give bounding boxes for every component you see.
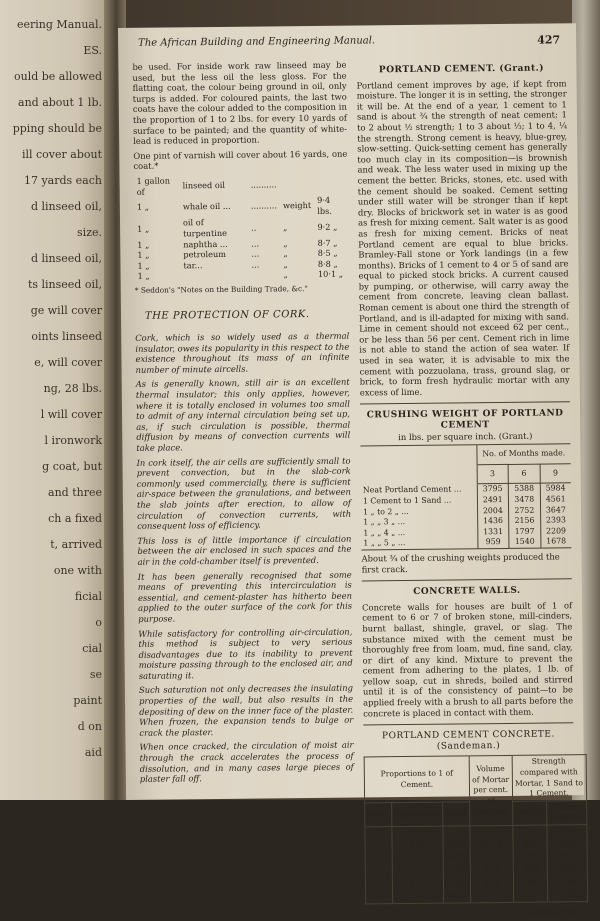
crushing-row-label: 1 „ „ 4 „ ... (361, 527, 477, 539)
varnish-value: 10·1 „ (317, 268, 344, 280)
divider (363, 723, 573, 726)
left-page-fragment: e, will cover (34, 356, 102, 369)
concrete-comp: ·655 (547, 838, 587, 851)
crushing-note: About ¾ of the crushing weights produced the first crack. (361, 551, 560, 575)
concrete-agg: 3·74 (392, 864, 444, 877)
concrete-total: 4·16 (443, 826, 470, 839)
portland-paragraphs (357, 78, 570, 398)
left-page-fragment: d on (77, 720, 102, 733)
concrete-vol: 42·4 (470, 876, 513, 889)
concrete-agg: 4·74 (392, 852, 444, 865)
left-page-fragment: paint (73, 694, 102, 707)
varnish-row (135, 269, 349, 282)
crushing-row-label: 1 Cement to 1 Sand ... (361, 495, 477, 507)
varnish-weight-table (134, 174, 349, 282)
crushing-row (361, 537, 571, 550)
varnish-value: 9·4 lbs. (317, 194, 332, 216)
left-page-fragment: oints linseed (31, 330, 102, 343)
varnish-qty: 1 „ (137, 249, 150, 260)
concrete-comp: ·438 (547, 863, 587, 876)
varnish-label (280, 174, 315, 196)
varnish-value: 8·8 „ (317, 258, 338, 269)
cork-heading: THE PROTECTION OF CORK. (144, 309, 310, 323)
crushing-value: 2393 (545, 515, 566, 525)
varnish-dots: ... (251, 259, 260, 270)
molesworth-credit: (Molesworth) (518, 905, 576, 917)
varnish-label: weight (282, 200, 312, 211)
varnish-paragraph: be used. For inside work raw linseed may be used, but the less oil the less gloss. For the flatting coat, the colour being ground in oil, only turps is added. For coloured paints, the last two coats have the colour added to the composition in the proportion of 1 to 2 lbs. for every 10 yards of surface to be painted; and the quantity of white-lead is reduced in proportion. (132, 59, 348, 147)
concrete-total: 4·16 (443, 839, 470, 852)
right-column (356, 57, 584, 918)
left-page-fragment: cial (82, 642, 102, 655)
varnish-qty: 1 „ (137, 223, 150, 234)
walls-paragraph: Concrete walls for houses are built of 1 of cement to 6 or 7 of broken stone, mill-cinders, burnt ballast, shingle, gravel, or slag. The substance mixed with the cement must be thoroughly free from loam, mud, fine sand, clay, or dirt of any kind. Mixture to prevent the cement from adhering to the plates, 1 lb. of yellow soap, cut in shreds, boiled and stirred until it is of the consistency of paint—to be applied freely with a brush to all parts before the concrete is placed in contact with them. (362, 599, 574, 719)
left-page-fragment: ch a fixed (48, 512, 102, 525)
left-page-fragment: ficial (74, 590, 102, 603)
crushing-value: 1540 (509, 537, 541, 548)
crushing-label-header (361, 465, 477, 486)
concrete-ten: 1· (512, 825, 547, 838)
varnish-item: oil of turpentine (182, 217, 227, 239)
left-page-fragment: ng, 28 lbs. (43, 382, 102, 395)
portland-heading: PORTLAND CEMENT. (Grant.) (378, 63, 545, 76)
varnish-paragraphs (132, 60, 347, 172)
left-page-fragment: g coat, but (42, 460, 102, 473)
varnish-dots: .......... (250, 179, 277, 190)
left-page-fragment: ould be allowed (14, 70, 102, 83)
concrete-total: 6·74 (444, 864, 471, 877)
varnish-qty: 1 gallon of (136, 175, 171, 197)
left-page-fragment: one with (53, 564, 102, 577)
crushing-value: 3647 (545, 504, 566, 515)
crushing-value: 3795 (477, 484, 509, 495)
concrete-agg: 5·32 (392, 890, 444, 904)
varnish-item: linseed oil (182, 180, 226, 191)
concrete-agg: 6·32 (392, 877, 444, 890)
crushing-value: 2209 (546, 526, 567, 536)
concrete-col-proportions: Proportions to 1 of Cement. (364, 756, 469, 802)
left-column (132, 60, 354, 789)
left-page-fragment: o (95, 616, 102, 629)
concrete-col-strength: Strength compared with Mortar, 1 Sand to 1 Cement. (512, 755, 586, 801)
varnish-value (314, 174, 348, 196)
concrete-comp: ·438 (547, 876, 587, 889)
crushing-value: 4561 (545, 494, 566, 504)
walls-heading: CONCRETE WALLS. (413, 585, 521, 598)
left-page-fragment: and about 1 lb. (18, 96, 102, 109)
crushing-month: 6 (508, 464, 540, 484)
varnish-row (134, 195, 348, 218)
varnish-item: naphtha ... (183, 238, 228, 249)
concrete-total: 9·32 (444, 877, 471, 890)
concrete-total: 9·32 (444, 889, 471, 902)
cork-paragraph: This loss is of little importance if circulation between the air enclosed in such spaces and the air in the cold-chamber itself is prevented. (137, 533, 352, 567)
concrete-vol: 42·4 (470, 851, 513, 864)
page-number: 427 (537, 33, 561, 47)
footnote: * Seddon's "Notes on the Building Trade, &c." (134, 283, 308, 295)
varnish-dots: .. (251, 222, 257, 233)
divider (360, 402, 570, 405)
concrete-vol: 52·19 (470, 889, 513, 903)
concrete-vol: 55·4 (470, 864, 513, 877)
portland-paragraph: Portland cement improves by age, if kept from moisture. The longer it is in setting, the stronger it will be. At the end of a year, 1 cement to 1 sand is about ¾ the strength of neat cement; 1 to 2 about ½ strength; 1 to 3 about ⅓; 1 to 4, ¼ the strength. Strong cement is heavy, blue-grey, slow-setting. Quick-setting cement has generally too much clay in its composition—is brownish and weak. The less water used in mixing up the cement the better. Bricks, stones, etc. used with the cement should be soaked. Cement setting under still water will be stronger than if kept dry. Blocks of brickwork set in water is as good as fresh for mixing cement. Salt water is as good as fresh for mixing cement. Bricks of neat Portland cement are equal to blue bricks. Bramley-Fall stone or York landings (in a few months). Bricks of 1 cement to 4 or 5 of sand are equal to picked stock bricks. A current caused by pumping, or otherwise, will carry away the cement from concrete, leaving clean ballast. Roman cement is about one third the strength of Portland, and is ill-adapted for mixing with sand. Lime in cement should not exceed 62 per cent., or be less than 56 per cent. Cement rich in lime is not able to stand the action of sea water. If used in sea water, it is advisable to mix the cement with pozzuolana, trass, ground slag, or brick, to form fresh hydraulic mortar with any excess of lime. (356, 77, 570, 398)
left-page-fragment: 17 yards each (23, 174, 102, 187)
varnish-item: petroleum (183, 248, 227, 260)
concrete-agg: 2·16 (392, 839, 444, 852)
crushing-value: 2156 (509, 516, 541, 527)
crushing-value: 2004 (477, 505, 509, 516)
varnish-item: whale oil ... (182, 201, 231, 212)
left-page-fragment: t, arrived (50, 538, 102, 551)
concrete-col-compressive: Com-pressive. (547, 800, 587, 825)
crushing-row-label: 1 „ to 2 „ ... (361, 506, 477, 518)
cork-paragraph: Cork, which is so widely used as a thermal insulator, owes its popularity in this respect to the existence throughout its mass of an infinite number of minute aircells. (135, 330, 350, 375)
varnish-value: 9·2 „ (317, 221, 338, 232)
cork-paragraph: While satisfactory for controlling air-circulation, this method is subject to very serious disadvantages due to its inability to prevent moisture passing through to the enclosed air, and saturating it. (138, 626, 353, 681)
varnish-value: 8·5 „ (317, 247, 338, 259)
left-page-fragment: l will cover (40, 408, 102, 421)
crushing-month: 9 (540, 464, 571, 484)
left-page-fragment: and three (48, 486, 102, 499)
cork-paragraph: As is generally known, still air is an excellent thermal insulator; this only applies, however, where it is totally enclosed in volumes too small to admit of any internal circulation being set up, as, if such circulation is possible, thermal diffusion by means of convection currents will take place. (135, 377, 351, 453)
crushing-row-label: Neat Portland Cement ... (361, 484, 477, 496)
cork-paragraph: When once cracked, the circulation of moist air through the crack accelerates the process of dissolution, and in many cases large pieces of plaster fall off. (139, 740, 354, 785)
concrete-col-tensile: Tensile. (512, 801, 547, 826)
concrete-comp: ·655 (547, 850, 587, 863)
concrete-heading: PORTLAND CEMENT CONCRETE. (Sandeman.) (381, 729, 555, 752)
divider (362, 578, 572, 581)
varnish-item: tar... (183, 259, 203, 271)
varnish-label: „ (283, 237, 288, 248)
cork-paragraph: It has been generally recognised that some means of preventing this intercirculation is essential, and cement-plaster has hitherto been applied to the outer surface of the cork for this purpose. (137, 569, 353, 624)
crushing-value: 1331 (477, 527, 509, 538)
left-page-fragment: se (89, 668, 102, 681)
crushing-value: 5984 (545, 483, 566, 493)
left-page-fragment: ES. (83, 44, 102, 57)
running-header (138, 33, 566, 55)
concrete-total: 6·74 (444, 852, 471, 865)
left-page-fragment: d linseed oil, (30, 200, 102, 213)
left-page-fragment: eering Manual. (17, 18, 102, 31)
concrete-col-sand: Sand. (365, 802, 392, 826)
crushing-months-label: No. of Months made. (476, 444, 570, 465)
left-page-fragment: d linseed oil, (30, 252, 102, 265)
concrete-ten: ·655 (513, 838, 548, 851)
concrete-col-total: Total. (443, 802, 470, 826)
concrete-col-aggregates: Aggregates. (392, 802, 444, 827)
varnish-dots: .......... (250, 200, 277, 212)
varnish-qty: 1 „ (136, 202, 149, 213)
varnish-row (134, 174, 348, 197)
concrete-vol: 61·73 (470, 839, 513, 852)
left-page-fragment: aid (84, 746, 102, 759)
varnish-label: „ (283, 248, 288, 259)
crushing-row-label: 1 „ „ 5 „ ... (361, 538, 477, 550)
concrete-col-volume: Volume of Mortar per cent. of Concrete. (469, 756, 512, 826)
crushing-value: 3478 (508, 495, 540, 506)
running-title: The African Building and Engineering Manual. (138, 35, 376, 49)
crushing-heading: CRUSHING WEIGHT OF PORTLAND CEMENT (366, 408, 564, 431)
concrete-row (366, 888, 588, 903)
concrete-ten: ·458 (513, 863, 548, 876)
concrete-vol: 42·4 (470, 825, 513, 839)
concrete-sand: 1 (375, 828, 381, 838)
crushing-table (360, 443, 571, 550)
left-page-fragment: l ironwork (44, 434, 102, 447)
crushing-row-label: 1 „ „ 3 „ ... (361, 516, 477, 528)
concrete-ten: ·316 (513, 889, 548, 902)
crushing-value: 2491 (477, 495, 509, 506)
varnish-label: „ (283, 269, 288, 280)
varnish-qty: 1 „ (137, 270, 150, 282)
varnish-label: „ (283, 258, 288, 269)
concrete-sand: 3 (376, 878, 382, 888)
cork-paragraph: Such saturation not only decreases the insulating properties of the wall, but also results in the depositing of dew on the inner face of the plaster. When frozen, the expansion tends to bulge or crack the plaster. (138, 683, 354, 738)
crushing-value: 1678 (546, 536, 567, 546)
crushing-value: 959 (477, 537, 509, 548)
concrete-table (364, 755, 588, 904)
left-page-fragment: ill cover about (21, 148, 102, 161)
varnish-dots: ... (251, 238, 260, 249)
concrete-sand: 2 (376, 840, 381, 850)
cork-paragraphs (135, 331, 354, 785)
varnish-qty: 1 „ (137, 239, 150, 250)
concrete-sand: 2 (376, 853, 382, 863)
left-page-fragment: ts linseed oil, (27, 278, 102, 291)
left-page-fragment: pping should be (12, 122, 102, 135)
left-page-edge (0, 0, 112, 800)
left-page-fragment: ge will cover (30, 304, 102, 317)
varnish-qty: 1 „ (137, 260, 150, 271)
varnish-dots: ... (251, 248, 260, 259)
concrete-sand: 4 (376, 891, 382, 901)
left-page-fragment: size. (77, 226, 102, 239)
varnish-dots (249, 270, 281, 281)
varnish-value: 8·7 „ (317, 237, 338, 248)
crushing-value: 5388 (508, 483, 540, 494)
concrete-comp: 1· (547, 825, 587, 839)
crushing-value: 1797 (509, 526, 541, 537)
varnish-item (180, 270, 248, 281)
varnish-label: „ (283, 221, 288, 232)
crushing-blank-header (360, 445, 476, 466)
crushing-value: 1436 (477, 516, 509, 527)
right-page (118, 23, 584, 917)
crushing-subheading: in lbs. per square inch. (Grant.) (398, 430, 533, 442)
concrete-sand: 3 (376, 866, 382, 876)
varnish-row (134, 216, 348, 239)
varnish-paragraph: One pint of varnish will cover about 16 yards, one coat.* (133, 148, 348, 172)
cork-paragraph: In cork itself, the air cells are sufficiently small to prevent convection, but in the slab-cork commonly used commercially, there is sufficient air-space between the granulations, and between the slab joints after erection, to allow of circulation of convection currents, with consequent loss of efficiency. (136, 455, 352, 531)
concrete-ten: ·655 (513, 851, 548, 864)
concrete-comp: ·315 (548, 888, 588, 902)
concrete-agg: 3·16 (392, 826, 444, 840)
crushing-month: 3 (477, 464, 509, 484)
crushing-value: 2752 (509, 505, 541, 516)
concrete-ten: ·458 (513, 876, 548, 889)
